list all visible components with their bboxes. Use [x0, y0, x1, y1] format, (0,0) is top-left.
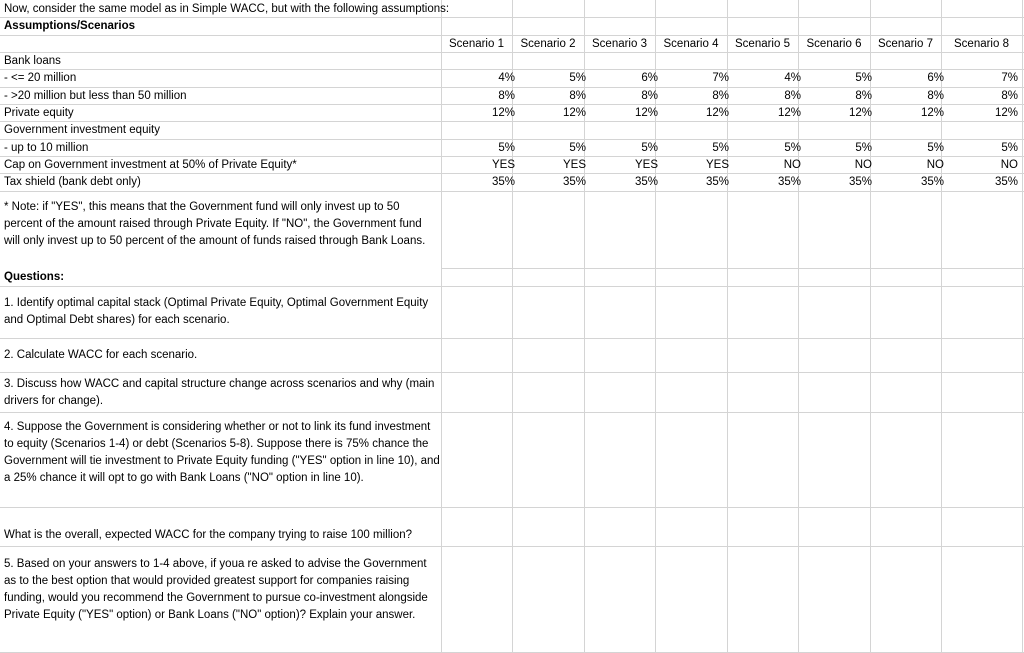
- value-cell[interactable]: 35%: [634, 176, 658, 188]
- row-divider: [0, 286, 1024, 287]
- value-cell[interactable]: NO: [854, 159, 872, 171]
- value-cell[interactable]: 35%: [994, 176, 1018, 188]
- scenario-header[interactable]: Scenario 7: [878, 38, 933, 50]
- value-cell[interactable]: 5%: [855, 142, 872, 154]
- scenario-header[interactable]: Scenario 1: [449, 38, 504, 50]
- value-cell[interactable]: 35%: [848, 176, 872, 188]
- row-label-bank-loans-tier1[interactable]: - <= 20 million: [4, 72, 77, 84]
- question-4-expected-wacc[interactable]: What is the overall, expected WACC for the company trying to raise 100 million?: [4, 529, 413, 541]
- value-cell[interactable]: 12%: [705, 107, 729, 119]
- row-divider: [0, 546, 1024, 547]
- value-cell[interactable]: 35%: [920, 176, 944, 188]
- questions-title[interactable]: Questions:: [4, 271, 65, 283]
- value-cell[interactable]: 8%: [784, 90, 801, 102]
- value-cell[interactable]: 8%: [641, 90, 658, 102]
- note-text[interactable]: * Note: if "YES", this means that the Government fund will only invest up to 50 percent of the amount raised through Private Equity. If "NO", the Government fund will only invest up to 50 percent of the amount of funds raised through Bank Loans.: [4, 201, 426, 247]
- question-2[interactable]: 2. Calculate WACC for each scenario.: [4, 349, 198, 361]
- value-cell[interactable]: 8%: [569, 90, 586, 102]
- question-4[interactable]: 4. Suppose the Government is considering whether or not to link its fund investment to equity (Scenarios 1-4) or debt (Scenarios 5-8). Suppose there is 75% chance the Government will tie investment to Private Equity funding ("YES" option in line 10), and a 25% chance it will opt to go with Bank Loans ("NO" option in line 10).: [4, 421, 440, 484]
- value-cell[interactable]: 12%: [994, 107, 1018, 119]
- value-cell[interactable]: 7%: [1001, 72, 1018, 84]
- row-divider: [0, 507, 1024, 508]
- value-cell[interactable]: 8%: [712, 90, 729, 102]
- row-divider: [0, 412, 1024, 413]
- value-cell[interactable]: YES: [562, 159, 586, 171]
- column-divider: [1022, 0, 1023, 653]
- value-cell[interactable]: 35%: [491, 176, 515, 188]
- value-cell[interactable]: 8%: [498, 90, 515, 102]
- intro-text[interactable]: Now, consider the same model as in Simple WACC, but with the following assumptions:: [4, 3, 450, 15]
- row-label-government-equity[interactable]: Government investment equity: [4, 124, 160, 136]
- value-cell[interactable]: 35%: [777, 176, 801, 188]
- scenario-header[interactable]: Scenario 5: [735, 38, 790, 50]
- row-label-bank-loans[interactable]: Bank loans: [4, 55, 61, 67]
- value-cell[interactable]: 5%: [855, 72, 872, 84]
- value-cell[interactable]: YES: [491, 159, 515, 171]
- scenario-header[interactable]: Scenario 4: [663, 38, 719, 50]
- value-cell[interactable]: 8%: [1001, 90, 1018, 102]
- value-cell[interactable]: 12%: [634, 107, 658, 119]
- value-cell[interactable]: 5%: [641, 142, 658, 154]
- row-label-tax-shield[interactable]: Tax shield (bank debt only): [4, 176, 141, 188]
- value-cell[interactable]: 8%: [855, 90, 872, 102]
- scenario-header[interactable]: Scenario 6: [806, 38, 862, 50]
- row-label-gov-up-to-10m[interactable]: - up to 10 million: [4, 142, 89, 154]
- scenario-header[interactable]: Scenario 2: [520, 38, 576, 50]
- value-cell[interactable]: 5%: [927, 142, 944, 154]
- row-divider: [441, 268, 1024, 269]
- value-cell[interactable]: 6%: [641, 72, 658, 84]
- row-label-bank-loans-tier2[interactable]: - >20 million but less than 50 million: [4, 90, 187, 102]
- value-cell[interactable]: 8%: [927, 90, 944, 102]
- value-cell[interactable]: 4%: [498, 72, 515, 84]
- value-cell[interactable]: 5%: [1001, 142, 1018, 154]
- value-cell[interactable]: 12%: [920, 107, 944, 119]
- question-1[interactable]: 1. Identify optimal capital stack (Optimal Private Equity, Optimal Government Equity and Optimal Debt shares) for each scenario.: [4, 297, 429, 326]
- value-cell[interactable]: 12%: [848, 107, 872, 119]
- value-cell[interactable]: 12%: [562, 107, 586, 119]
- value-cell[interactable]: 12%: [491, 107, 515, 119]
- question-3[interactable]: 3. Discuss how WACC and capital structure change across scenarios and why (main drivers for change).: [4, 378, 435, 407]
- value-cell[interactable]: 7%: [712, 72, 729, 84]
- value-cell[interactable]: NO: [783, 159, 801, 171]
- value-cell[interactable]: 12%: [777, 107, 801, 119]
- row-divider: [0, 372, 1024, 373]
- row-divider: [0, 191, 1024, 192]
- value-cell[interactable]: YES: [634, 159, 658, 171]
- row-divider: [0, 338, 1024, 339]
- value-cell[interactable]: 5%: [784, 142, 801, 154]
- value-cell[interactable]: NO: [926, 159, 944, 171]
- value-cell[interactable]: 5%: [498, 142, 515, 154]
- value-cell[interactable]: 5%: [712, 142, 729, 154]
- assumptions-title[interactable]: Assumptions/Scenarios: [4, 20, 136, 32]
- value-cell[interactable]: NO: [1000, 159, 1018, 171]
- value-cell[interactable]: 35%: [562, 176, 586, 188]
- value-cell[interactable]: 4%: [784, 72, 801, 84]
- value-cell[interactable]: 5%: [569, 142, 586, 154]
- value-cell[interactable]: 6%: [927, 72, 944, 84]
- value-cell[interactable]: 5%: [569, 72, 586, 84]
- row-label-cap[interactable]: Cap on Government investment at 50% of Private Equity*: [4, 159, 297, 171]
- row-label-private-equity[interactable]: Private equity: [4, 107, 74, 119]
- question-5[interactable]: 5. Based on your answers to 1-4 above, if youa re asked to advise the Government as to the best option that would provided greatest support for companies raising funding, would you recommend the Government to pursue co-investment alongside Private Equity ("YES" option) or Bank Loans ("NO" option)? Explain your answer.: [4, 558, 428, 621]
- value-cell[interactable]: 35%: [705, 176, 729, 188]
- scenario-header[interactable]: Scenario 8: [954, 38, 1009, 50]
- scenario-header[interactable]: Scenario 3: [592, 38, 647, 50]
- value-cell[interactable]: YES: [705, 159, 729, 171]
